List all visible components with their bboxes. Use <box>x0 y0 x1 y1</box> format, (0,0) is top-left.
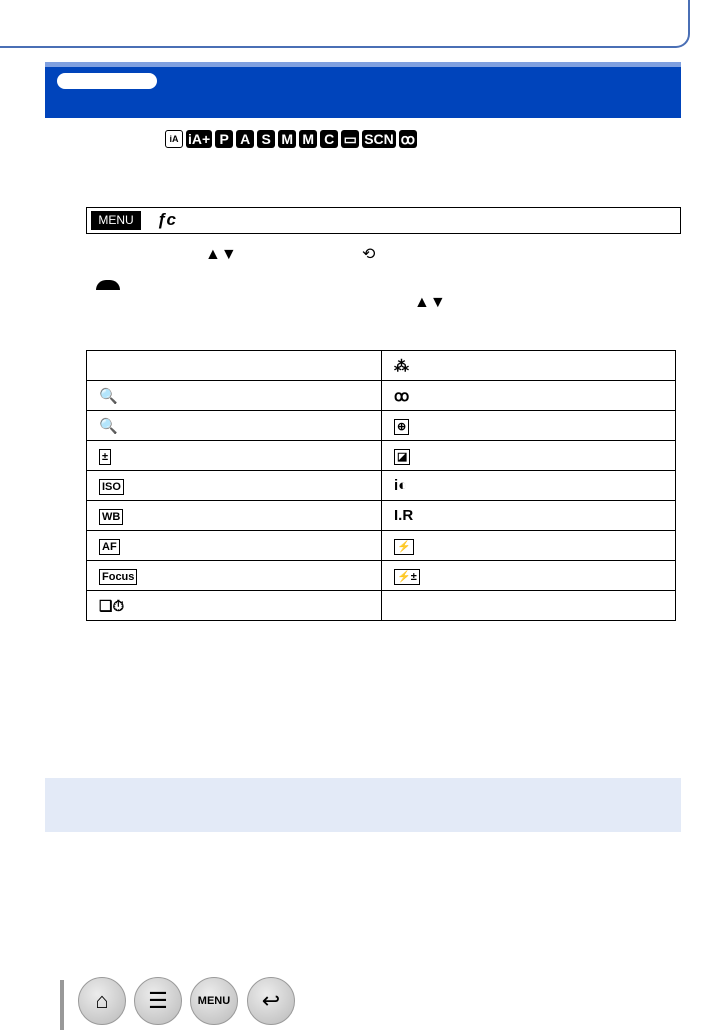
control-dial-icon: ⟲ <box>362 246 376 263</box>
exposure-comp-icon: ± <box>99 449 111 465</box>
table-row <box>87 591 676 621</box>
custom-setup-icon: ƒc <box>157 210 176 229</box>
mode-ia-icon: iA <box>165 130 183 148</box>
i-dynamic-icon: i◐ <box>394 477 408 494</box>
contents-icon: ☰ <box>148 988 168 1013</box>
white-balance-icon: WB <box>99 509 123 525</box>
back-button[interactable] <box>247 977 295 1025</box>
table-row <box>87 471 676 501</box>
section-header-banner <box>45 62 681 118</box>
table-cell <box>87 351 382 381</box>
iso-icon: ISO <box>99 479 124 495</box>
flash-mode-icon: ⚡ <box>394 539 414 555</box>
table-row <box>87 351 676 381</box>
menu-label: MENU <box>197 995 231 1007</box>
i-resolution-icon: I.R <box>394 507 414 524</box>
note-box <box>45 778 681 832</box>
back-icon: ↩ <box>261 988 281 1013</box>
table-row <box>87 561 676 591</box>
table-row <box>87 441 676 471</box>
mode-s-icon: S <box>257 130 275 148</box>
mode-a-icon: A <box>236 130 254 148</box>
recording-modes <box>165 130 417 148</box>
table-row <box>87 411 676 441</box>
focus-mode-icon: Focus <box>99 569 137 585</box>
photo-style-icon: ◪ <box>394 449 410 465</box>
rear-dial-icon <box>96 280 120 290</box>
menu-button[interactable] <box>190 977 238 1025</box>
mode-p-icon: P <box>215 130 233 148</box>
mode-movie-m-icon: M <box>299 130 317 148</box>
flash-adjust-icon: ⚡± <box>394 569 420 585</box>
mode-creative-icon: ꝏ <box>400 131 416 147</box>
zoom-icon: 🔍 <box>99 387 118 405</box>
drive-mode-icon: ❑⏱ <box>99 597 125 615</box>
table-row <box>87 531 676 561</box>
creative-control-icon: ꝏ <box>394 387 410 405</box>
table-row <box>87 381 676 411</box>
af-mode-icon: AF <box>99 539 120 555</box>
mode-scn-icon: SCN <box>364 131 394 147</box>
mode-panorama-icon: ▭ <box>341 130 359 148</box>
table-cell-icon <box>382 351 676 381</box>
menu-path-box <box>86 207 681 234</box>
mode-m-icon: M <box>278 130 296 148</box>
page-tab-frame <box>0 0 690 48</box>
table-cell <box>382 591 676 621</box>
footer-divider <box>60 980 64 1030</box>
mode-ia-plus-icon: iA+ <box>188 131 211 147</box>
up-down-arrows-icon-2: ▲▼ <box>414 294 446 311</box>
aspect-ratio-icon: ⊕ <box>394 419 409 435</box>
section-label-pill <box>57 73 157 89</box>
home-button[interactable] <box>78 977 126 1025</box>
mode-c-icon: C <box>320 130 338 148</box>
menu-key-icon: MENU <box>91 211 141 230</box>
burst-icon: ⁂ <box>394 357 409 375</box>
home-icon: ⌂ <box>95 988 109 1013</box>
step-zoom-icon: 🔍 <box>99 417 118 435</box>
table-row <box>87 501 676 531</box>
up-down-arrows-icon: ▲▼ <box>205 246 237 263</box>
function-table <box>86 350 676 621</box>
contents-button[interactable] <box>134 977 182 1025</box>
